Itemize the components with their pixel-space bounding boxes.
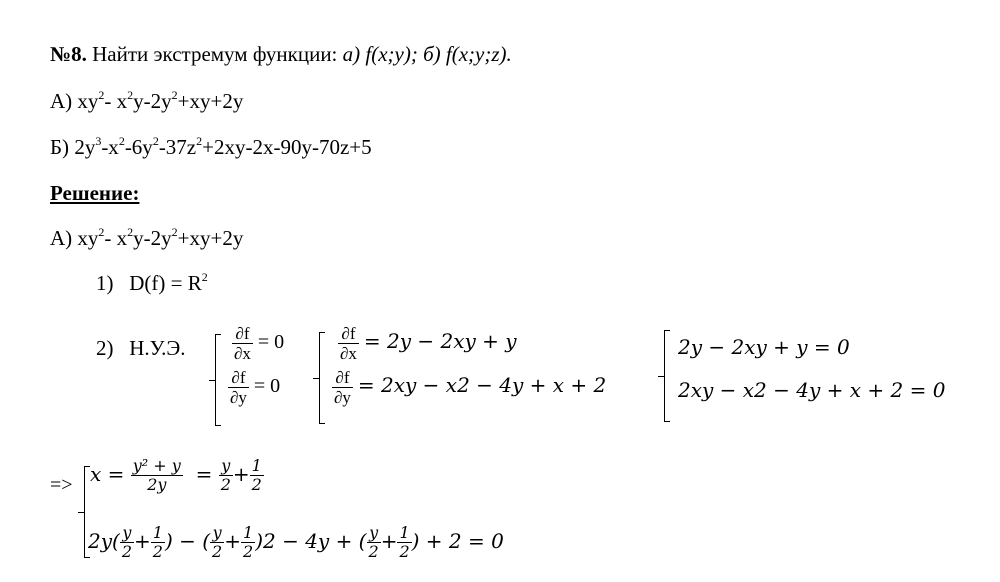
step-1 bbox=[96, 270, 208, 295]
task-a-expr: $xy^2-$ $x^2y-2y^2+xy+2y$ bbox=[77, 88, 244, 113]
final-row-1: x = $\frac{\text{y² + y}}{2y}$ = $\frac{y}{2}$ + $\frac{1}{2}$ bbox=[90, 456, 262, 494]
task-b-label: Б) bbox=[50, 135, 70, 159]
implies-arrow: => bbox=[50, 474, 73, 496]
step-1-number: 1) bbox=[96, 271, 114, 295]
final-system-brace bbox=[84, 466, 85, 558]
partial-fx: $\frac{\partial f}{\partial x}$ bbox=[234, 324, 251, 363]
task-number: №8. bbox=[50, 42, 87, 66]
solution-a bbox=[50, 225, 244, 250]
system-1-row-1: $\frac{\partial f}{\partial x}$ = 0 bbox=[234, 324, 285, 363]
system-1-row-2: $\frac{\partial f}{\partial y}$ = 0 bbox=[230, 368, 281, 407]
system-2-row-2: $\frac{\partial f}{\partial y}$ = 2xy − x2 − 4y + x + 2 bbox=[334, 368, 607, 407]
step-1-domain: $D(f) = R^2$ bbox=[129, 270, 208, 295]
step-2-number: 2) bbox=[96, 336, 114, 360]
final-row-2: 2y( $\frac{y}{2}$ + $\frac{1}{2}$ ) − ( $\frac{y}{2}$ + $\frac{1}{2}$ )2 − 4y + ( $\frac{y}{2}$ + $\frac{1}{2}$ ) + 2 = 0 bbox=[88, 523, 504, 561]
task-a bbox=[50, 88, 244, 113]
system-2-row-1: $\frac{\partial f}{\partial x}$ = 2y − 2xy + y bbox=[340, 324, 517, 363]
frac-1-over-2: $\frac{1}{2}$ bbox=[251, 456, 262, 494]
frac-y2y-over-2y: $\frac{\text{y² + y}}{2y}$ bbox=[132, 456, 181, 494]
step-2-label: Н.У.Э. bbox=[129, 336, 186, 360]
system-3-row-1: 2y − 2xy + y = 0 bbox=[678, 335, 850, 359]
task-a-label: А) bbox=[50, 89, 73, 113]
solution-a-label: А) bbox=[50, 226, 73, 250]
frac-y-over-2: $\frac{y}{2}$ bbox=[220, 456, 231, 494]
solution-a-expr: $xy^2-$ $x^2y-2y^2+xy+2y$ bbox=[77, 225, 244, 250]
system-3-brace bbox=[664, 330, 665, 422]
system-3-row-2: 2xy − x2 − 4y + x + 2 = 0 bbox=[678, 378, 946, 402]
system-2-brace bbox=[319, 332, 320, 424]
task-b-expr: $2y^3-x^2-6y^2-37z^2+2xy-2x-90y-70z+5$ bbox=[74, 134, 372, 159]
task-text: Найти экстремум функции: bbox=[86, 42, 343, 66]
step-2 bbox=[96, 338, 185, 359]
system-1-brace bbox=[215, 334, 216, 426]
task-variants: а) f(x;y); б) f(x;y;z). bbox=[342, 42, 512, 66]
task-title bbox=[50, 44, 512, 65]
partial-fx-2: $\frac{\partial f}{\partial x}$ bbox=[340, 324, 357, 363]
solution-heading: Решение: bbox=[50, 181, 140, 205]
partial-fy-2: $\frac{\partial f}{\partial y}$ bbox=[334, 368, 351, 407]
task-b bbox=[50, 134, 372, 159]
partial-fy: $\frac{\partial f}{\partial y}$ bbox=[230, 368, 247, 407]
